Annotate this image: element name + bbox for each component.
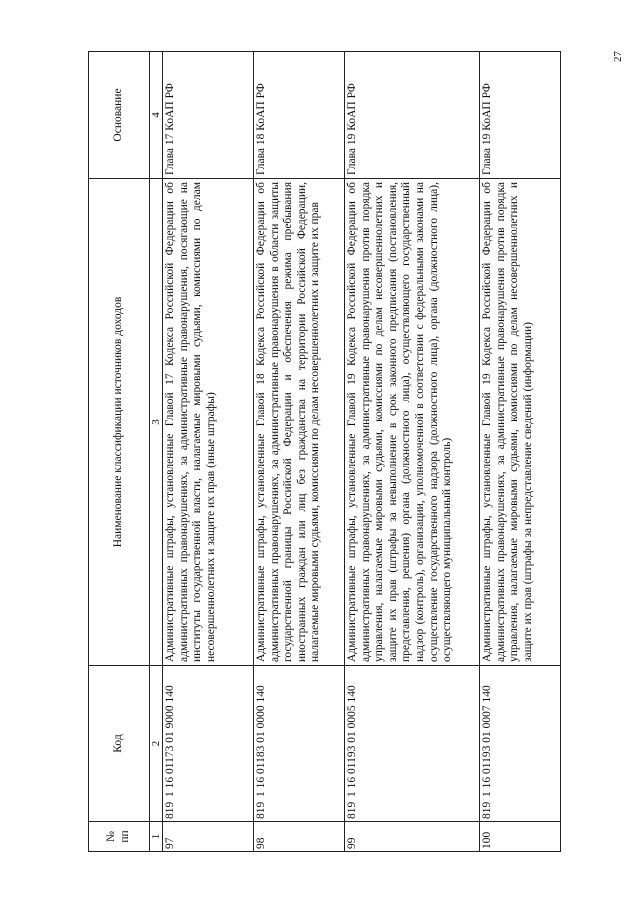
row-number: 100 <box>480 822 561 852</box>
row-name: Административные штрафы, установленные Главой 17 Кодекса Российской Федерации об административных правонарушениях, за административные правонарушения, посягающие на институты государственной власти, налагаемые мировыми судьями, комиссиями по делам несовершеннолетних и защите их прав (иные штрафы) <box>163 179 254 666</box>
column-number: 4 <box>150 52 163 179</box>
row-number: 99 <box>345 822 480 852</box>
table-row <box>254 52 345 852</box>
row-basis: Глава 19 КоАП РФ <box>345 52 480 179</box>
header-code: Код <box>89 666 150 822</box>
row-basis: Глава 18 КоАП РФ <box>254 52 345 179</box>
row-name: Административные штрафы, установленные Главой 19 Кодекса Российской Федерации об административных правонарушениях, за административные правонарушения против порядка управления, налагаемые мировыми судьями, комиссиями по делам несовершеннолетних и защите их прав (штрафы за невыполнение в срок законного предписания (постановления, представления, решения) органа (должностного лица), осуществляющего государственный надзор (контроль), организации, уполномоченной в соответствии с федеральными законами на осуществление государственного надзора (должностного лица), органа (должностного лица), осуществляющего муниципальный контроль) <box>345 179 480 666</box>
kbk-code: 1 16 01173 01 9000 140 <box>164 685 176 797</box>
header-basis: Основание <box>89 52 150 179</box>
row-code <box>254 666 345 822</box>
revenue-classification-table <box>88 51 561 852</box>
header-num: № пп <box>89 822 150 852</box>
row-basis: Глава 17 КоАП РФ <box>163 52 254 179</box>
row-basis: Глава 19 КоАП РФ <box>480 52 561 179</box>
row-number: 97 <box>163 822 254 852</box>
row-code <box>480 666 561 822</box>
column-number: 1 <box>150 822 163 852</box>
row-name: Административные штрафы, установленные Главой 18 Кодекса Российской Федерации об административных правонарушениях, за административные правонарушения в области защиты государственной границы Российской Федерации и обеспечения режима пребывания иностранных граждан или лиц без гражданства на территории Российской Федерации, налагаемые мировыми судьями, комиссиями по делам несовершеннолетних и защите их прав <box>254 179 345 666</box>
row-code <box>163 666 254 822</box>
kbk-code: 1 16 01193 01 0005 140 <box>346 685 358 797</box>
kbk-code: 1 16 01193 01 0007 140 <box>481 685 493 797</box>
admin-code: 819 <box>481 801 493 819</box>
kbk-code: 1 16 01183 01 0000 140 <box>255 685 267 797</box>
column-number: 3 <box>150 179 163 666</box>
header-row <box>89 52 150 852</box>
table-row <box>163 52 254 852</box>
column-number: 2 <box>150 666 163 822</box>
row-name: Административные штрафы, установленные Главой 19 Кодекса Российской Федерации об административных правонарушениях, за административные правонарушения против порядка управления, налагаемые мировыми судьями, комиссиями по делам несовершеннолетних и защите их прав (штрафы за непредставление сведений (информации) <box>480 179 561 666</box>
page-number: 27 <box>612 51 624 62</box>
rotated-page-content <box>88 52 548 852</box>
admin-code: 819 <box>164 801 176 819</box>
row-code <box>345 666 480 822</box>
admin-code: 819 <box>255 801 267 819</box>
column-number-row <box>150 52 163 852</box>
admin-code: 819 <box>346 801 358 819</box>
header-name: Наименование классификации источников доходов <box>89 179 150 666</box>
row-number: 98 <box>254 822 345 852</box>
table-row <box>345 52 480 852</box>
table-row <box>480 52 561 852</box>
